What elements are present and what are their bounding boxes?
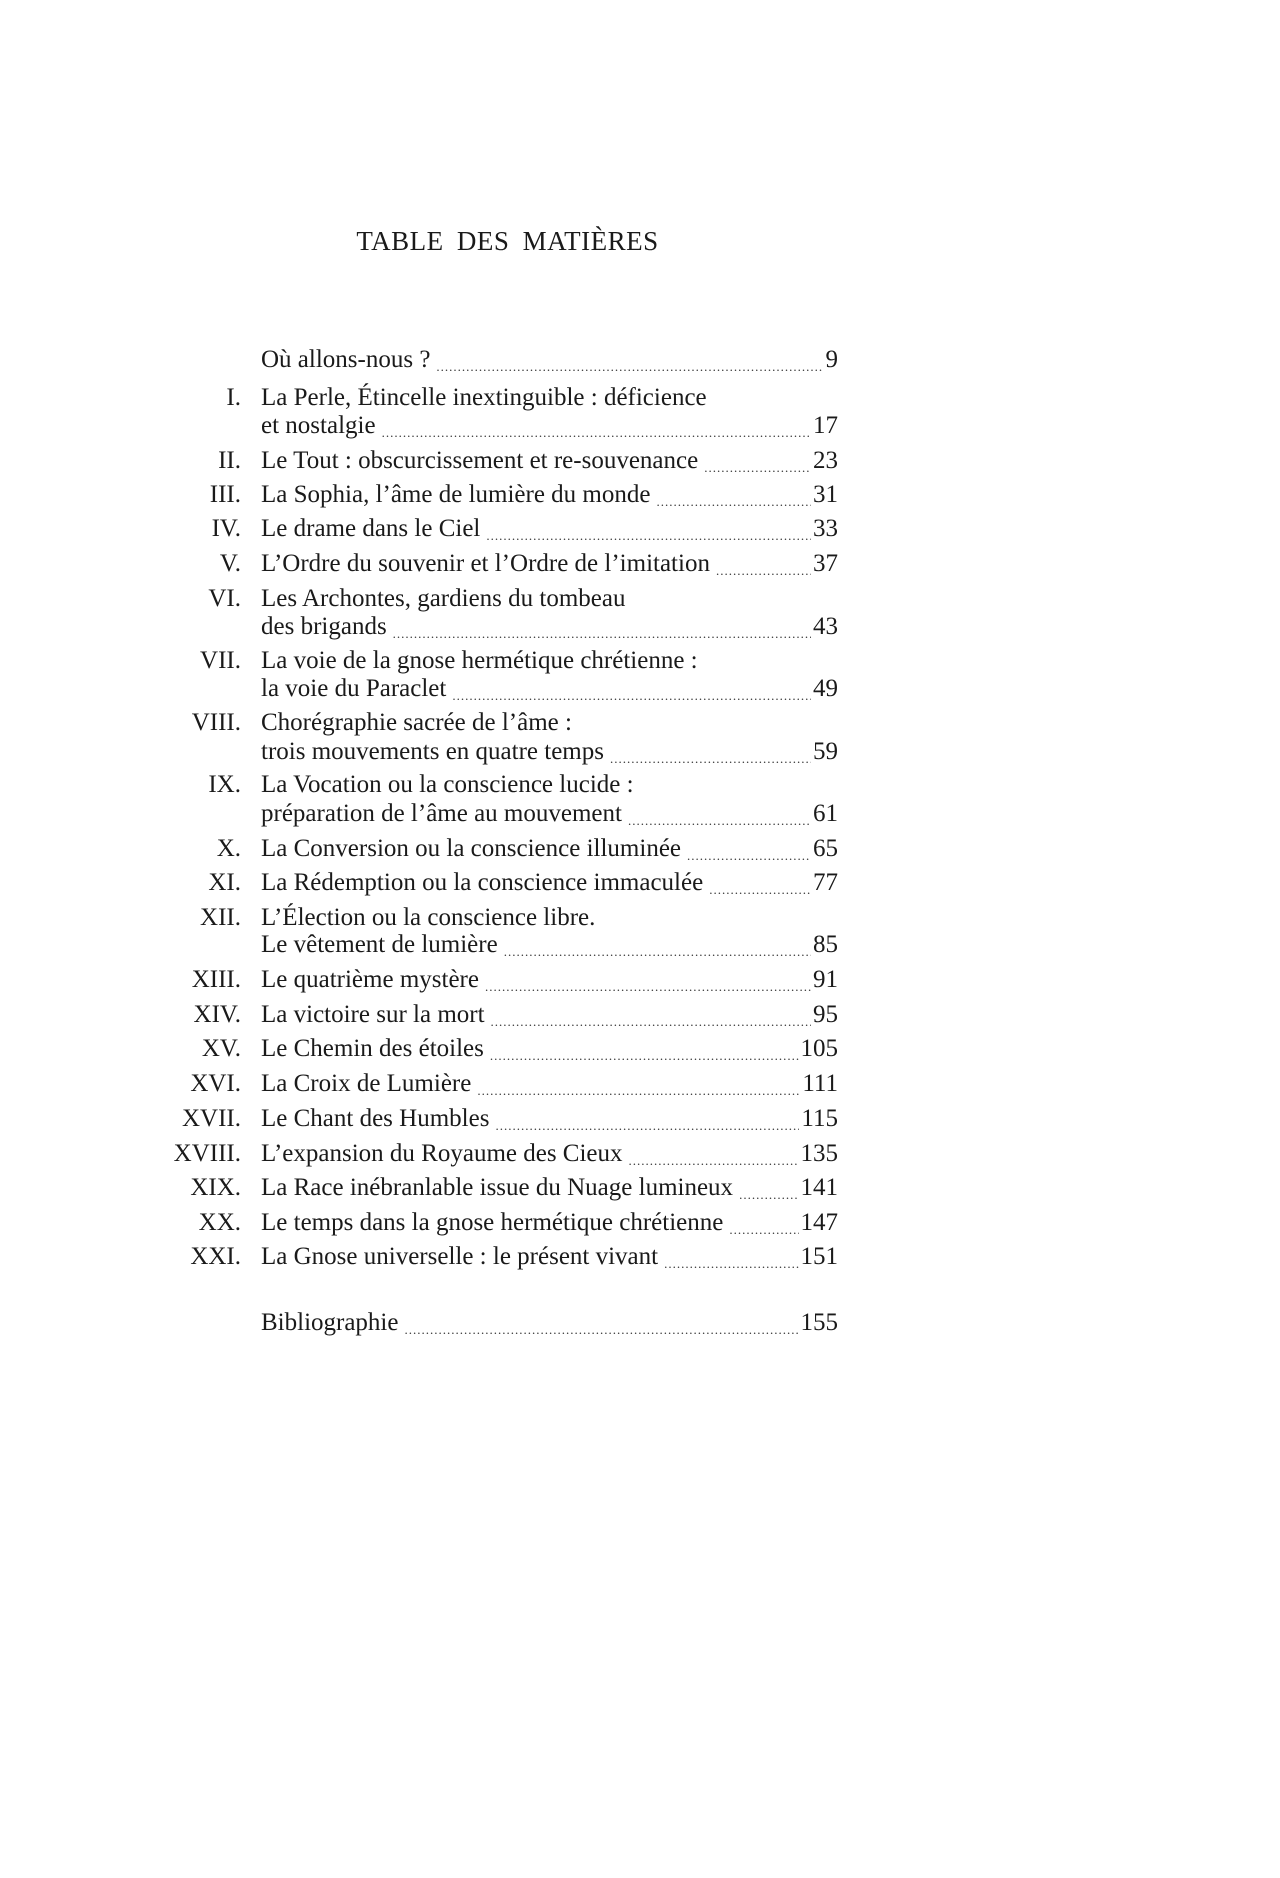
- chapter-number: IV.: [211, 515, 241, 542]
- toc-entry[interactable]: [170, 866, 838, 900]
- dot-leader: [739, 1185, 798, 1205]
- dot-leader: [495, 1116, 799, 1136]
- entry-title: L’Ordre du souvenir et l’Ordre de l’imitation: [261, 550, 710, 577]
- entry-title: et nostalgie: [261, 412, 376, 439]
- page-number: 49: [813, 675, 838, 702]
- entry-title: La Race inébranlable issue du Nuage lumineux: [261, 1174, 734, 1201]
- page-number: 91: [813, 966, 838, 993]
- dot-leader: [629, 1151, 799, 1171]
- entry-title: Le Tout : obscurcissement et re-souvenance: [261, 447, 699, 474]
- dot-leader: [485, 977, 811, 997]
- page-number: 61: [813, 800, 838, 827]
- toc-entry[interactable]: [170, 1240, 838, 1274]
- chapter-number: XV.: [201, 1035, 241, 1062]
- entry-title: La victoire sur la mort: [261, 1001, 485, 1028]
- chapter-number: VI.: [208, 585, 241, 612]
- page-number: 43: [813, 613, 838, 640]
- entry-title: La voie de la gnose hermétique chrétienne :: [261, 647, 698, 674]
- entry-title: Le vêtement de lumière: [261, 931, 498, 958]
- toc-entry[interactable]: [170, 547, 838, 581]
- entry-title: la voie du Paraclet: [261, 675, 447, 702]
- entry-title: Le Chemin des étoiles: [261, 1035, 484, 1062]
- chapter-number: XVI.: [190, 1070, 241, 1097]
- dot-leader: [452, 686, 811, 706]
- page-number: 9: [825, 346, 838, 373]
- page-number: 77: [813, 869, 838, 896]
- chapter-number: XX.: [198, 1209, 241, 1236]
- entry-title: La Vocation ou la conscience lucide :: [261, 771, 634, 798]
- page-number: 105: [800, 1035, 838, 1062]
- entry-title: Bibliographie: [261, 1309, 399, 1336]
- page-number: 23: [813, 447, 838, 474]
- chapter-number: XIV.: [193, 1001, 241, 1028]
- toc-entry-continuation[interactable]: [170, 928, 838, 962]
- chapter-number: XVII.: [181, 1105, 241, 1132]
- dot-leader: [709, 880, 811, 900]
- page-number: 37: [813, 550, 838, 577]
- page-number: 59: [813, 738, 838, 765]
- chapter-number: X.: [216, 835, 241, 862]
- chapter-number: V.: [219, 550, 241, 577]
- dot-leader: [610, 749, 811, 769]
- toc-entry[interactable]: [170, 998, 838, 1032]
- page-number: 85: [813, 931, 838, 958]
- toc-entry[interactable]: [170, 1102, 838, 1136]
- dot-leader: [628, 811, 811, 831]
- entry-title: Les Archontes, gardiens du tombeau: [261, 585, 626, 612]
- entry-title: Où allons-nous ?: [261, 346, 431, 373]
- chapter-number: XVIII.: [173, 1140, 241, 1167]
- chapter-number: VII.: [200, 647, 241, 674]
- dot-leader: [490, 1046, 799, 1066]
- page-number: 17: [813, 412, 838, 439]
- page-number: 135: [800, 1140, 838, 1167]
- entry-title: L’expansion du Royaume des Cieux: [261, 1140, 623, 1167]
- entry-title: trois mouvements en quatre temps: [261, 738, 604, 765]
- entry-title: des brigands: [261, 613, 387, 640]
- chapter-number: XIX.: [190, 1174, 241, 1201]
- entry-title: Chorégraphie sacrée de l’âme :: [261, 709, 572, 736]
- page-number: 65: [813, 835, 838, 862]
- toc-entry[interactable]: [170, 1306, 838, 1340]
- toc-entry[interactable]: [170, 478, 838, 512]
- dot-leader: [504, 942, 811, 962]
- page-number: 141: [800, 1174, 838, 1201]
- page-number: 31: [813, 481, 838, 508]
- toc-entry-continuation[interactable]: [170, 735, 838, 769]
- chapter-number: IX.: [208, 771, 241, 798]
- toc-entry[interactable]: [170, 1171, 838, 1205]
- dot-leader: [704, 458, 811, 478]
- toc-entry-continuation[interactable]: [170, 409, 838, 443]
- toc-entry[interactable]: [170, 1206, 838, 1240]
- entry-title: La Rédemption ou la conscience immaculée: [261, 869, 704, 896]
- page-number: 33: [813, 515, 838, 542]
- dot-leader: [382, 423, 811, 443]
- dot-leader: [656, 492, 811, 512]
- toc-entry[interactable]: [170, 512, 838, 546]
- dot-leader: [393, 624, 811, 644]
- entry-title: La Croix de Lumière: [261, 1070, 472, 1097]
- entry-title: Le quatrième mystère: [261, 966, 479, 993]
- dot-leader: [491, 1012, 811, 1032]
- entry-title: La Gnose universelle : le présent vivant: [261, 1243, 659, 1270]
- dot-leader: [486, 526, 811, 546]
- entry-title: La Sophia, l’âme de lumière du monde: [261, 481, 651, 508]
- entry-title: L’Élection ou la conscience libre.: [261, 904, 596, 931]
- chapter-number: I.: [226, 384, 241, 411]
- toc-entry-continuation[interactable]: [170, 797, 838, 831]
- dot-leader: [687, 846, 811, 866]
- toc-entry[interactable]: [170, 963, 838, 997]
- chapter-number: III.: [209, 481, 241, 508]
- dot-leader: [664, 1254, 798, 1274]
- page-number: 147: [800, 1209, 838, 1236]
- chapter-number: XIII.: [191, 966, 241, 993]
- toc-entry[interactable]: [170, 1032, 838, 1066]
- toc-entry-continuation[interactable]: [170, 672, 838, 706]
- toc-entry[interactable]: [170, 1137, 838, 1171]
- page-title: TABLE DES MATIÈRES: [356, 226, 659, 256]
- chapter-number: XXI.: [190, 1243, 241, 1270]
- entry-title: préparation de l’âme au mouvement: [261, 800, 622, 827]
- entry-title: Le drame dans le Ciel: [261, 515, 481, 542]
- toc-entry[interactable]: [170, 343, 838, 377]
- entry-title: Le Chant des Humbles: [261, 1105, 490, 1132]
- page-number: 95: [813, 1001, 838, 1028]
- entry-title: La Conversion ou la conscience illuminée: [261, 835, 682, 862]
- chapter-number: XII.: [200, 904, 241, 931]
- page-number: 115: [801, 1105, 838, 1132]
- chapter-number: VIII.: [191, 709, 241, 736]
- page-number: 155: [800, 1309, 838, 1336]
- dot-leader: [404, 1320, 798, 1340]
- entry-title: La Perle, Étincelle inextinguible : déficience: [261, 384, 707, 411]
- page-number: 151: [800, 1243, 838, 1270]
- toc-entry[interactable]: [170, 1067, 838, 1101]
- toc-entry[interactable]: [170, 832, 838, 866]
- dot-leader: [716, 561, 811, 581]
- entry-title: Le temps dans la gnose hermétique chrétienne: [261, 1209, 724, 1236]
- toc-entry[interactable]: [170, 444, 838, 478]
- page-number: 111: [802, 1070, 838, 1097]
- dot-leader: [729, 1220, 798, 1240]
- chapter-number: XI.: [208, 869, 241, 896]
- dot-leader: [436, 357, 823, 377]
- chapter-number: II.: [218, 447, 241, 474]
- dot-leader: [477, 1081, 800, 1101]
- toc-entry-continuation[interactable]: [170, 610, 838, 644]
